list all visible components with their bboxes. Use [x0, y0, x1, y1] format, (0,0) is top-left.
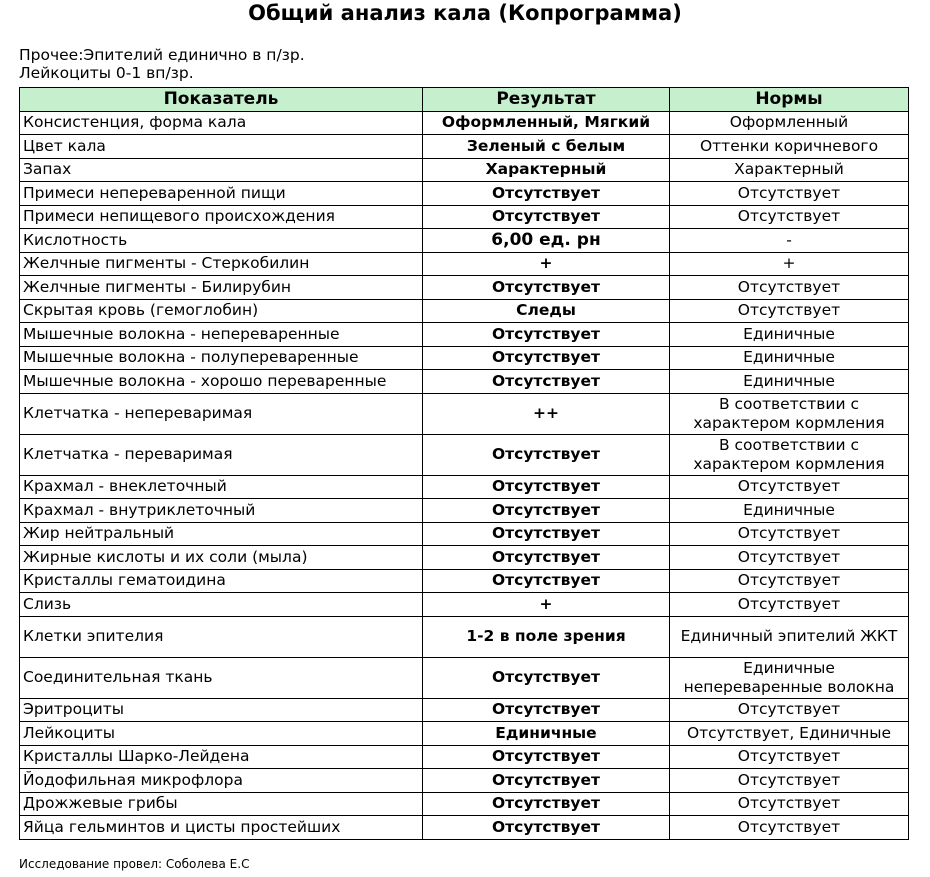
- table-row: [20, 205, 909, 229]
- table-row: [20, 569, 909, 593]
- row-result: Характерный: [423, 158, 670, 182]
- table-row: [20, 499, 909, 523]
- row-result: Отсутствует: [423, 769, 670, 793]
- table-row: [20, 616, 909, 657]
- row-result: Следы: [423, 299, 670, 323]
- table-row: [20, 276, 909, 300]
- row-result: Отсутствует: [423, 276, 670, 300]
- table-row: [20, 299, 909, 323]
- row-result: Отсутствует: [423, 475, 670, 499]
- row-result: Отсутствует: [423, 522, 670, 546]
- row-norm: Отсутствует: [670, 299, 909, 323]
- table-row: [20, 593, 909, 617]
- row-indicator: Йодофильная микрофлора: [20, 769, 423, 793]
- row-result: Отсутствует: [423, 346, 670, 370]
- row-indicator: Запах: [20, 158, 423, 182]
- header-result: Результат: [423, 88, 670, 112]
- row-indicator: Желчные пигменты - Билирубин: [20, 276, 423, 300]
- row-norm: В соответствии с характером кормления: [670, 393, 909, 434]
- row-result: Отсутствует: [423, 792, 670, 816]
- table-row: [20, 434, 909, 475]
- row-result: Отсутствует: [423, 569, 670, 593]
- row-result: ++: [423, 393, 670, 434]
- row-indicator: Мышечные волокна - хорошо переваренные: [20, 370, 423, 394]
- row-norm: Отсутствует: [670, 182, 909, 206]
- header-indicator: Показатель: [20, 88, 423, 112]
- page-title: Общий анализ кала (Копрограмма): [248, 1, 682, 25]
- row-norm: Отсутствует: [670, 276, 909, 300]
- row-result: Отсутствует: [423, 499, 670, 523]
- row-indicator: Кислотность: [20, 229, 423, 253]
- row-result: Отсутствует: [423, 698, 670, 722]
- header-norms: Нормы: [670, 88, 909, 112]
- row-result: Отсутствует: [423, 745, 670, 769]
- table-row: [20, 769, 909, 793]
- row-indicator: Примеси непищевого происхождения: [20, 205, 423, 229]
- row-norm: Отсутствует: [670, 769, 909, 793]
- table-row: [20, 229, 909, 253]
- table-row: [20, 393, 909, 434]
- row-norm: +: [670, 252, 909, 276]
- table-header-row: [20, 88, 909, 112]
- table-row: [20, 816, 909, 840]
- row-result: Единичные: [423, 722, 670, 746]
- row-result: 6,00 ед. рн: [423, 229, 670, 253]
- table-row: [20, 135, 909, 159]
- row-norm: Оформленный: [670, 111, 909, 135]
- row-indicator: Клетчатка - переваримая: [20, 434, 423, 475]
- table-row: [20, 370, 909, 394]
- row-indicator: Примеси непереваренной пищи: [20, 182, 423, 206]
- row-norm: Отсутствует: [670, 475, 909, 499]
- row-norm: Единичные: [670, 499, 909, 523]
- row-norm: Единичный эпителий ЖКТ: [670, 616, 909, 657]
- row-norm: -: [670, 229, 909, 253]
- row-indicator: Крахмал - внутриклеточный: [20, 499, 423, 523]
- row-indicator: Кристаллы гематоидина: [20, 569, 423, 593]
- row-result: Отсутствует: [423, 205, 670, 229]
- row-norm: Отсутствует: [670, 698, 909, 722]
- row-norm: Отсутствует: [670, 205, 909, 229]
- row-indicator: Жирные кислоты и их соли (мыла): [20, 546, 423, 570]
- table-row: [20, 657, 909, 698]
- row-indicator: Скрытая кровь (гемоглобин): [20, 299, 423, 323]
- table-row: [20, 792, 909, 816]
- notes-block: [19, 46, 305, 82]
- row-indicator: Консистенция, форма кала: [20, 111, 423, 135]
- row-norm: Отсутствует: [670, 745, 909, 769]
- results-table: [19, 87, 909, 840]
- row-indicator: Кристаллы Шарко-Лейдена: [20, 745, 423, 769]
- row-result: Отсутствует: [423, 816, 670, 840]
- row-result: Отсутствует: [423, 434, 670, 475]
- row-result: +: [423, 252, 670, 276]
- row-norm: Отсутствует: [670, 569, 909, 593]
- row-indicator: Мышечные волокна - полупереваренные: [20, 346, 423, 370]
- row-norm: Характерный: [670, 158, 909, 182]
- row-indicator: Слизь: [20, 593, 423, 617]
- row-result: Отсутствует: [423, 323, 670, 347]
- table-row: [20, 323, 909, 347]
- table-row: [20, 158, 909, 182]
- row-norm: Отсутствует: [670, 522, 909, 546]
- row-norm: Оттенки коричневого: [670, 135, 909, 159]
- row-result: +: [423, 593, 670, 617]
- row-indicator: Цвет кала: [20, 135, 423, 159]
- row-indicator: Дрожжевые грибы: [20, 792, 423, 816]
- row-result: Отсутствует: [423, 370, 670, 394]
- note-line-other: Прочее:Эпителий единично в п/зр.: [19, 46, 305, 64]
- row-norm: Единичные: [670, 323, 909, 347]
- table-row: [20, 475, 909, 499]
- row-norm: Отсутствует: [670, 546, 909, 570]
- table-row: [20, 182, 909, 206]
- row-indicator: Жир нейтральный: [20, 522, 423, 546]
- row-result: Оформленный, Мягкий: [423, 111, 670, 135]
- row-indicator: Яйца гельминтов и цисты простейших: [20, 816, 423, 840]
- row-indicator: Лейкоциты: [20, 722, 423, 746]
- table-row: [20, 522, 909, 546]
- table-row: [20, 698, 909, 722]
- row-indicator: Мышечные волокна - непереваренные: [20, 323, 423, 347]
- table-row: [20, 111, 909, 135]
- row-result: Отсутствует: [423, 546, 670, 570]
- row-norm: Единичные: [670, 370, 909, 394]
- table-row: [20, 346, 909, 370]
- row-indicator: Соединительная ткань: [20, 657, 423, 698]
- row-norm: Отсутствует: [670, 816, 909, 840]
- table-row: [20, 745, 909, 769]
- row-result: Отсутствует: [423, 657, 670, 698]
- examiner-signature-line: Исследование провел: Соболева Е.С: [19, 857, 250, 871]
- table-row: [20, 722, 909, 746]
- table-row: [20, 252, 909, 276]
- note-line-leukocytes: Лейкоциты 0-1 вп/зр.: [19, 64, 194, 82]
- row-indicator: Клетчатка - непереваримая: [20, 393, 423, 434]
- row-norm: Отсутствует, Единичные: [670, 722, 909, 746]
- table-row: [20, 546, 909, 570]
- row-norm: Отсутствует: [670, 792, 909, 816]
- row-norm: Единичные непереваренные волокна: [670, 657, 909, 698]
- row-indicator: Желчные пигменты - Стеркобилин: [20, 252, 423, 276]
- row-indicator: Крахмал - внеклеточный: [20, 475, 423, 499]
- row-result: 1-2 в поле зрения: [423, 616, 670, 657]
- row-result: Отсутствует: [423, 182, 670, 206]
- row-norm: Отсутствует: [670, 593, 909, 617]
- row-norm: В соответствии с характером кормления: [670, 434, 909, 475]
- row-indicator: Клетки эпителия: [20, 616, 423, 657]
- row-norm: Единичные: [670, 346, 909, 370]
- row-indicator: Эритроциты: [20, 698, 423, 722]
- row-result: Зеленый с белым: [423, 135, 670, 159]
